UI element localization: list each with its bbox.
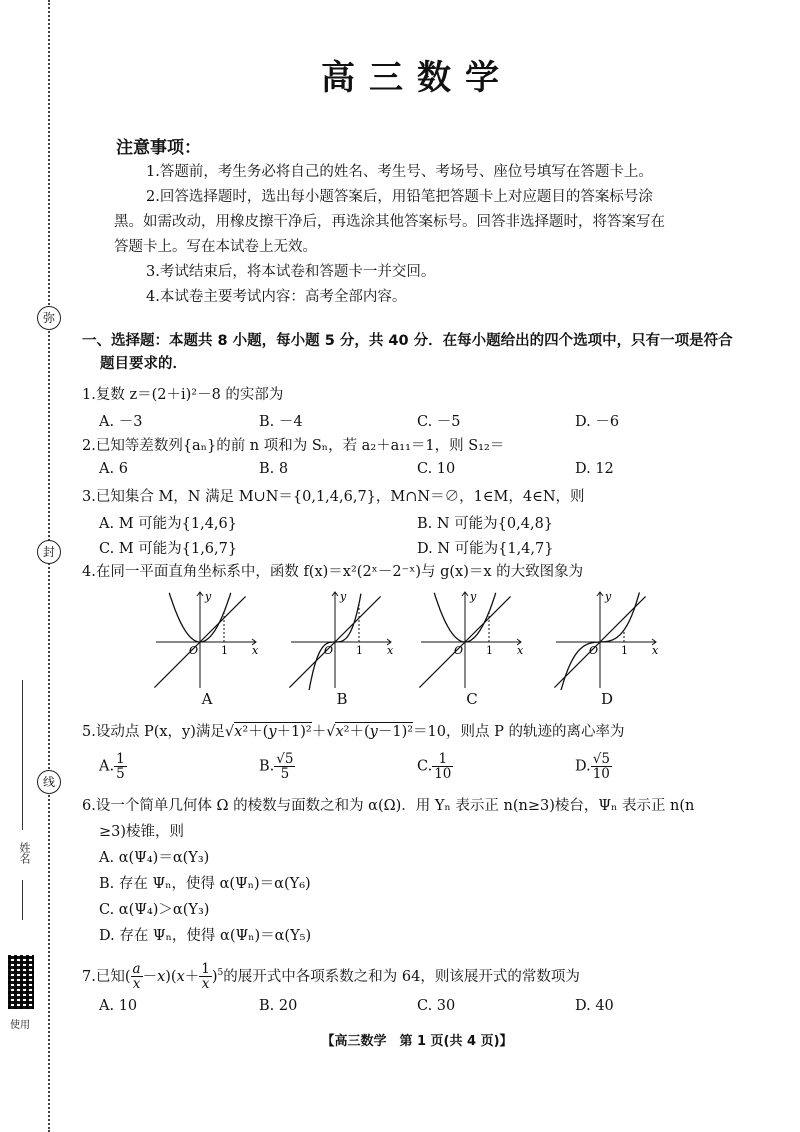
question-4-graphs xyxy=(152,590,732,710)
graph-a xyxy=(152,590,262,710)
tick-label-one: 1 xyxy=(486,644,493,657)
option-a: A. 10 xyxy=(99,998,138,1014)
notice-item: 4.本试卷主要考试内容：高考全部内容。 xyxy=(146,289,407,305)
question-2-stem: 2.已知等差数列{aₙ}的前 n 项和为 Sₙ，若 a₂＋a₁₁＝1，则 S₁₂＝ xyxy=(82,438,505,454)
graph-c-plot xyxy=(417,590,527,690)
tick-label-one: 1 xyxy=(621,644,628,657)
question-1-stem: 1.复数 z＝(2＋i)²－8 的实部为 xyxy=(82,387,284,403)
option-letter: A. xyxy=(99,758,115,775)
fraction-numerator: √5 xyxy=(592,751,610,767)
question-7-prefix: 7.已知 xyxy=(82,968,125,985)
notice-item: 1.答题前，考生务必将自己的姓名、考生号、考场号、座位号填写在答题卡上。 xyxy=(146,164,653,180)
x-axis-label: x xyxy=(517,644,524,657)
option-d: D. N 可能为{1,4,7} xyxy=(417,541,554,557)
x-axis-label: x xyxy=(252,644,259,657)
option-fraction xyxy=(591,752,612,781)
graph-a-plot xyxy=(152,590,262,690)
origin-label: O xyxy=(589,644,599,657)
qr-label: 使用 xyxy=(10,1020,30,1031)
fraction-numerator: 1 xyxy=(116,751,125,767)
option-c xyxy=(417,752,453,781)
question-5-suffix: ＝10，则点 P 的轨迹的离心率为 xyxy=(413,724,625,740)
name-write-line-lower xyxy=(22,880,23,920)
graph-c xyxy=(417,590,527,710)
fraction-denominator: 5 xyxy=(116,766,125,782)
question-7-stem xyxy=(82,958,742,992)
option-b: B. N 可能为{0,4,8} xyxy=(417,516,554,532)
y-axis-label: y xyxy=(470,590,477,603)
x-axis-label: x xyxy=(387,644,394,657)
option-d: D. 12 xyxy=(575,461,614,477)
seal-mi: 弥 xyxy=(37,306,61,330)
option-b: B. 8 xyxy=(259,461,289,477)
origin-label: O xyxy=(189,644,199,657)
fraction-denominator: 5 xyxy=(280,766,290,782)
question-6-stem-line2: ≥3)棱锥，则 xyxy=(99,824,185,840)
graph-b-label: B xyxy=(336,690,348,708)
exam-title: 高三数学 xyxy=(321,58,513,98)
option-a: A. 6 xyxy=(99,461,128,477)
graph-d-label: D xyxy=(600,690,614,708)
option-c: C. 10 xyxy=(417,461,456,477)
notice-item: 答题卡上。写在本试卷上无效。 xyxy=(114,239,317,255)
question-7-expression: ( $\frac{a}{x}$ －x)(x＋ $\frac{1}{x}$ )$^5$ xyxy=(124,961,224,993)
option-d: D. 40 xyxy=(575,998,614,1014)
qr-code-icon xyxy=(8,955,34,1009)
notice-item: 2.回答选择题时，选出每小题答案后，用铅笔把答题卡上对应题目的答案标号涂 xyxy=(146,189,653,205)
question-6-option-a: A. α(Ψ₄)＝α(Υ₃) xyxy=(99,850,210,866)
fraction-numerator: √5 xyxy=(276,751,294,767)
graph-d-plot xyxy=(552,590,662,690)
fraction-denominator: 10 xyxy=(592,766,610,782)
origin-label: O xyxy=(454,644,464,657)
x-axis-label: x xyxy=(652,644,659,657)
notice-heading: 注意事项： xyxy=(116,138,201,158)
page-footer: 【高三数学 第 1 页(共 4 页)】 xyxy=(321,1034,513,1049)
option-d: D. －6 xyxy=(575,414,620,430)
section-heading xyxy=(82,330,742,376)
option-a: A. －3 xyxy=(99,414,143,430)
option-fraction xyxy=(114,752,127,781)
section-heading-line2: 题目要求的． xyxy=(100,356,187,372)
graph-a-label: A xyxy=(201,690,213,708)
notice-item: 黑。如需改动，用橡皮擦干净后，再选涂其他答案标号。回答非选择题时，将答案写在 xyxy=(114,214,665,230)
y-axis-label: y xyxy=(340,590,347,603)
y-axis-label: y xyxy=(605,590,612,603)
graph-c-label: C xyxy=(466,690,478,708)
graph-b-plot xyxy=(287,590,397,690)
option-fraction xyxy=(432,752,453,781)
fraction-numerator: 1 xyxy=(432,752,453,767)
question-6-option-c: C. α(Ψ₄)＞α(Υ₃) xyxy=(99,902,210,918)
question-5-stem xyxy=(82,722,742,742)
seal-xian: 线 xyxy=(37,770,61,794)
question-7-suffix: 的展开式中各项系数之和为 64，则该展开式的常数项为 xyxy=(223,968,580,985)
seal-feng: 封 xyxy=(37,540,61,564)
question-5-prefix: 5.设动点 P(x，y)满足 xyxy=(82,724,225,740)
option-fraction xyxy=(274,752,295,781)
notice-item: 3.考试结束后，将本试卷和答题卡一并交回。 xyxy=(146,264,436,280)
question-5-radicals: √x²＋(y＋1)²＋√x²＋(y－1)² xyxy=(224,724,414,740)
question-3-stem: 3.已知集合 M，N 满足 M∪N＝{0,1,4,6,7}，M∩N＝∅，1∈M，4∈N，则 xyxy=(82,489,585,505)
option-b: B. 20 xyxy=(259,998,298,1014)
question-6-option-d: D. 存在 Ψₙ，使得 α(Ψₙ)＝α(Υ₅) xyxy=(99,928,312,944)
option-b: B. －4 xyxy=(259,414,303,430)
question-6-option-b: B. 存在 Ψₙ，使得 α(Ψₙ)＝α(Υ₆) xyxy=(99,876,311,892)
question-5-options xyxy=(99,752,739,786)
notice-body xyxy=(114,160,742,310)
option-a: A. M 可能为{1,4,6} xyxy=(99,516,237,532)
graph-d xyxy=(552,590,662,710)
option-letter: D. xyxy=(575,758,591,775)
option-c: C. M 可能为{1,6,7} xyxy=(99,541,238,557)
question-6-stem-line1: 6.设一个简单几何体 Ω 的棱数与面数之和为 α(Ω)．用 Υₙ 表示正 n(n≥3)棱台，Ψₙ 表示正 n(n xyxy=(82,798,695,814)
tick-label-one: 1 xyxy=(221,644,228,657)
section-heading-line1: 一、选择题：本题共 8 小题，每小题 5 分，共 40 分．在每小题给出的四个选项中，只有一项是符合 xyxy=(82,333,733,349)
origin-label: O xyxy=(324,644,334,657)
option-letter: B. xyxy=(259,758,275,775)
fraction-denominator: 10 xyxy=(434,766,452,782)
name-write-line xyxy=(22,680,23,830)
question-4-stem: 4.在同一平面直角坐标系中，函数 f(x)＝x²(2ˣ－2⁻ˣ)与 g(x)＝x 的大致图象为 xyxy=(82,564,584,580)
graph-b xyxy=(287,590,397,710)
option-a xyxy=(99,752,127,781)
option-c: C. －5 xyxy=(417,414,461,430)
option-c: C. 30 xyxy=(417,998,456,1014)
y-axis-label: y xyxy=(205,590,212,603)
tick-label-one: 1 xyxy=(356,644,363,657)
binding-dotted-line xyxy=(48,0,50,1132)
option-letter: C. xyxy=(417,758,433,775)
name-label: 姓名 xyxy=(18,842,31,864)
option-d xyxy=(575,752,612,781)
option-b xyxy=(259,752,295,781)
